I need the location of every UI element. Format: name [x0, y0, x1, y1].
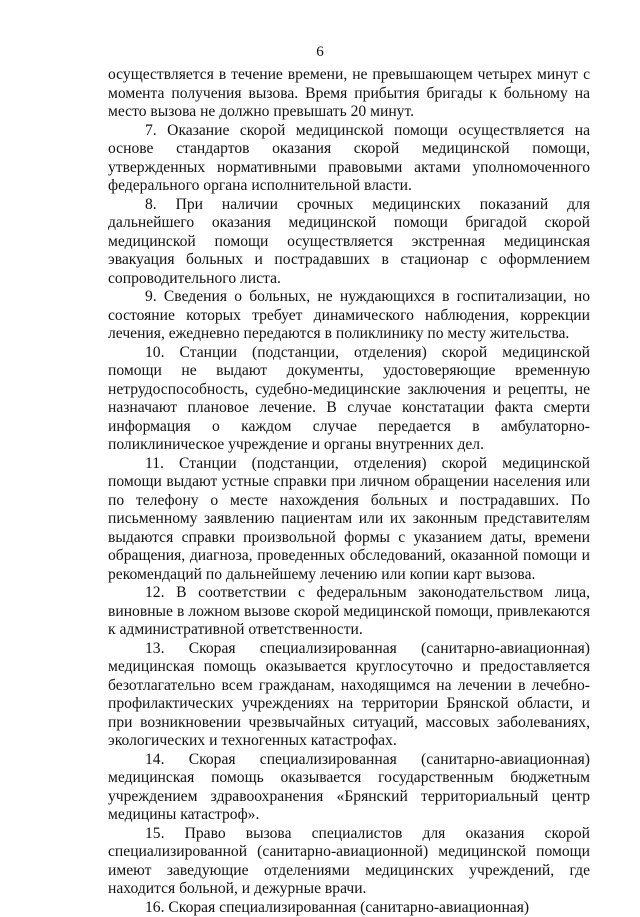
paragraph-8: 8. При наличии срочных медицинских показаний для дальнейшего оказания медицинской помощи бригадой скорой медицинской помощи осуществляется экстренная медицинская эвакуация больных и пострадавших в стационар с оформлением сопроводительного листа. — [108, 196, 590, 289]
paragraph-10: 10. Станции (подстанции, отделения) скорой медицинской помощи не выдают документы, удостоверяющие временную нетрудоспособность, судебно-медицинские заключения и рецепты, не назначают плановое лечение. В случае констатации факта смерти информация о каждом случае передается в амбулаторно-поликлиническое учреждение и органы внутренних дел. — [108, 344, 590, 455]
paragraph-13: 13. Скорая специализированная (санитарно-авиационная) медицинская помощь оказывается круглосуточно и предоставляется безотлагательно всем гражданам, находящимся на лечении в лечебно-профилактических учреждениях на территории Брянской области, и при возникновении чрезвычайных ситуаций, массовых заболеваниях, экологических и техногенных катастрофах. — [108, 640, 590, 751]
page-number: 6 — [0, 44, 640, 61]
paragraph-15: 15. Право вызова специалистов для оказания скорой специализированной (санитарно-авиационной) медицинской помощи имеют заведующие отделениями медицинских учреждений, где находится больной, и дежурные врачи. — [108, 825, 590, 899]
paragraph-16: 16. Скорая специализированная (санитарно-авиационная) — [108, 899, 590, 917]
paragraph-continuation: осуществляется в течение времени, не превышающем четырех минут с момента получения вызова. Время прибытия бригады к больному на место вызова не должно превышать 20 минут. — [108, 66, 590, 122]
paragraph-9: 9. Сведения о больных, не нуждающихся в госпитализации, но состояние которых требует динамического наблюдения, коррекции лечения, ежедневно передаются в поликлинику по месту жительства. — [108, 288, 590, 344]
paragraph-12: 12. В соответствии с федеральным законодательством лица, виновные в ложном вызове скорой медицинской помощи, привлекаются к административной ответственности. — [108, 584, 590, 640]
paragraph-7: 7. Оказание скорой медицинской помощи осуществляется на основе стандартов оказания скорой медицинской помощи, утвержденных нормативными правовыми актами уполномоченного федерального органа исполнительной власти. — [108, 122, 590, 196]
document-body — [108, 66, 590, 917]
paragraph-11: 11. Станции (подстанции, отделения) скорой медицинской помощи выдают устные справки при личном обращении населения или по телефону о месте нахождения больных и пострадавших. По письменному заявлению пациентам или их законным представителям выдаются справки произвольной формы с указанием даты, времени обращения, диагноза, проведенных обследований, оказанной помощи и рекомендаций по дальнейшему лечению или копии карт вызова. — [108, 455, 590, 585]
paragraph-14: 14. Скорая специализированная (санитарно-авиационная) медицинская помощь оказывается государственным бюджетным учреждением здравоохранения «Брянский территориальный центр медицины катастроф». — [108, 751, 590, 825]
